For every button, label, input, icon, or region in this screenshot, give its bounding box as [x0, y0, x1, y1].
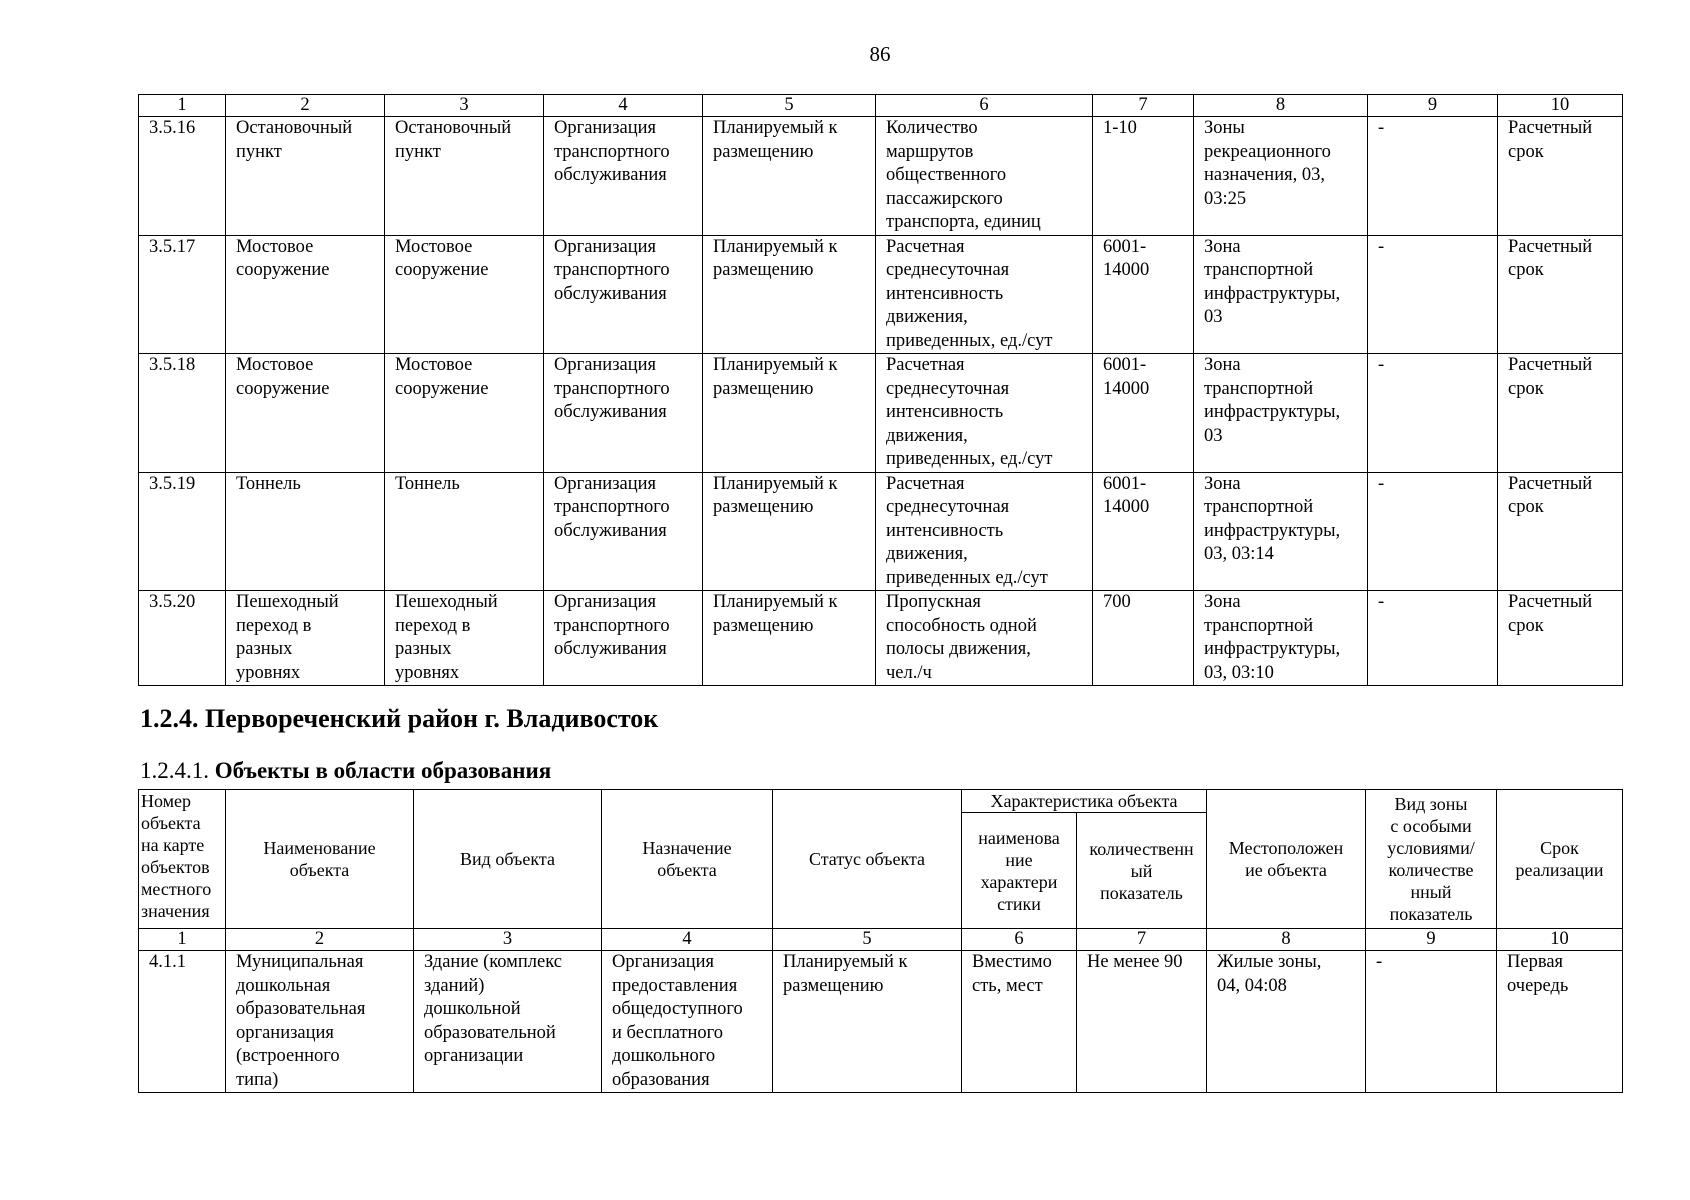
- quantitative-cell: 6001- 14000: [1093, 235, 1194, 354]
- deadline-cell: Первая очередь: [1497, 951, 1623, 1093]
- object-type-cell: Пешеходный переход в разных уровнях: [385, 591, 544, 686]
- header-status: Статус объекта: [773, 790, 962, 929]
- object-name-cell: Мостовое сооружение: [226, 354, 385, 473]
- characteristic-name-cell: Количество маршрутов общественного пассажирского транспорта, единиц: [876, 117, 1093, 236]
- object-status-cell: Планируемый к размещению: [703, 354, 876, 473]
- object-status-cell: Планируемый к размещению: [703, 591, 876, 686]
- objects-table-transport: [138, 94, 1623, 686]
- object-type-cell: Остановочный пункт: [385, 117, 544, 236]
- object-number-cell: 3.5.16: [139, 117, 226, 236]
- zone-cell: -: [1368, 117, 1498, 236]
- characteristic-name-cell: Вместимо сть, мест: [962, 951, 1077, 1093]
- object-purpose-cell: Организация транспортного обслуживания: [544, 235, 703, 354]
- characteristic-name-cell: Расчетная среднесуточная интенсивность движения, приведенных, ед./сут: [876, 235, 1093, 354]
- column-number: 3: [414, 929, 602, 951]
- object-name-cell: Мостовое сооружение: [226, 235, 385, 354]
- column-number: 4: [602, 929, 773, 951]
- object-status-cell: Планируемый к размещению: [703, 117, 876, 236]
- column-number: 2: [226, 95, 385, 117]
- table-row: [139, 235, 1623, 354]
- quantitative-cell: Не менее 90: [1077, 951, 1207, 1093]
- column-number: 6: [962, 929, 1077, 951]
- location-cell: Зоны рекреационного назначения, 03, 03:25: [1194, 117, 1368, 236]
- column-number-row: [139, 929, 1623, 951]
- header-row: [139, 790, 1623, 813]
- column-number: 2: [226, 929, 414, 951]
- object-purpose-cell: Организация транспортного обслуживания: [544, 472, 703, 591]
- header-characteristic-group: Характеристика объекта: [962, 790, 1207, 813]
- object-type-cell: Мостовое сооружение: [385, 235, 544, 354]
- object-name-cell: Тоннель: [226, 472, 385, 591]
- column-number: 7: [1077, 929, 1207, 951]
- object-purpose-cell: Организация транспортного обслуживания: [544, 117, 703, 236]
- table-row: [139, 591, 1623, 686]
- object-number-cell: 3.5.17: [139, 235, 226, 354]
- column-number: 8: [1194, 95, 1368, 117]
- quantitative-cell: 1-10: [1093, 117, 1194, 236]
- table-row: [139, 951, 1623, 1093]
- characteristic-name-cell: Расчетная среднесуточная интенсивность движения, приведенных ед./сут: [876, 472, 1093, 591]
- column-number: 1: [139, 929, 226, 951]
- location-cell: Жилые зоны, 04, 04:08: [1207, 951, 1366, 1093]
- location-cell: Зона транспортной инфраструктуры, 03: [1194, 235, 1368, 354]
- header-object-number: Номер объекта на карте объектов местного значения: [139, 790, 226, 929]
- column-number: 6: [876, 95, 1093, 117]
- zone-cell: -: [1368, 354, 1498, 473]
- object-number-cell: 4.1.1: [139, 951, 226, 1093]
- table-row: [139, 117, 1623, 236]
- column-number: 3: [385, 95, 544, 117]
- header-quantitative: количественн ый показатель: [1077, 813, 1207, 929]
- deadline-cell: Расчетный срок: [1498, 117, 1623, 236]
- object-purpose-cell: Организация транспортного обслуживания: [544, 591, 703, 686]
- object-name-cell: Остановочный пункт: [226, 117, 385, 236]
- object-type-cell: Тоннель: [385, 472, 544, 591]
- header-characteristic-name: наименова ние характери стики: [962, 813, 1077, 929]
- object-status-cell: Планируемый к размещению: [703, 472, 876, 591]
- header-deadline: Срок реализации: [1497, 790, 1623, 929]
- quantitative-cell: 6001- 14000: [1093, 472, 1194, 591]
- header-zone: Вид зоны с особыми условиями/ количестве нный показатель: [1366, 790, 1497, 929]
- subsection-title: Объекты в области образования: [214, 758, 552, 783]
- object-type-cell: Мостовое сооружение: [385, 354, 544, 473]
- column-number: 1: [139, 95, 226, 117]
- deadline-cell: Расчетный срок: [1498, 472, 1623, 591]
- quantitative-cell: 700: [1093, 591, 1194, 686]
- table-row: [139, 354, 1623, 473]
- objects-table-education: [138, 789, 1623, 1093]
- object-type-cell: Здание (комплекс зданий) дошкольной образовательной организации: [414, 951, 602, 1093]
- page-number: 86: [869, 42, 891, 66]
- characteristic-name-cell: Расчетная среднесуточная интенсивность движения, приведенных, ед./сут: [876, 354, 1093, 473]
- column-number: 9: [1368, 95, 1498, 117]
- column-number: 10: [1498, 95, 1623, 117]
- header-purpose: Назначение объекта: [602, 790, 773, 929]
- column-number: 8: [1207, 929, 1366, 951]
- subsection-heading: [140, 758, 551, 784]
- deadline-cell: Расчетный срок: [1498, 354, 1623, 473]
- object-purpose-cell: Организация транспортного обслуживания: [544, 354, 703, 473]
- object-status-cell: Планируемый к размещению: [703, 235, 876, 354]
- location-cell: Зона транспортной инфраструктуры, 03, 03:14: [1194, 472, 1368, 591]
- column-number: 4: [544, 95, 703, 117]
- zone-cell: -: [1368, 472, 1498, 591]
- object-number-cell: 3.5.20: [139, 591, 226, 686]
- zone-cell: -: [1368, 235, 1498, 354]
- object-name-cell: Муниципальная дошкольная образовательная организация (встроенного типа): [226, 951, 414, 1093]
- section-heading: 1.2.4. Первореченский район г. Владивосток: [140, 704, 659, 733]
- table-row: [139, 472, 1623, 591]
- header-name: Наименование объекта: [226, 790, 414, 929]
- column-number: 5: [703, 95, 876, 117]
- characteristic-name-cell: Пропускная способность одной полосы движения, чел./ч: [876, 591, 1093, 686]
- zone-cell: -: [1366, 951, 1497, 1093]
- zone-cell: -: [1368, 591, 1498, 686]
- header-type: Вид объекта: [414, 790, 602, 929]
- object-number-cell: 3.5.18: [139, 354, 226, 473]
- column-number-row: [139, 95, 1623, 117]
- subsection-number: 1.2.4.1.: [140, 758, 209, 783]
- quantitative-cell: 6001- 14000: [1093, 354, 1194, 473]
- object-number-cell: 3.5.19: [139, 472, 226, 591]
- header-location: Местоположен ие объекта: [1207, 790, 1366, 929]
- object-name-cell: Пешеходный переход в разных уровнях: [226, 591, 385, 686]
- location-cell: Зона транспортной инфраструктуры, 03: [1194, 354, 1368, 473]
- column-number: 7: [1093, 95, 1194, 117]
- object-status-cell: Планируемый к размещению: [773, 951, 962, 1093]
- deadline-cell: Расчетный срок: [1498, 235, 1623, 354]
- location-cell: Зона транспортной инфраструктуры, 03, 03:10: [1194, 591, 1368, 686]
- column-number: 9: [1366, 929, 1497, 951]
- column-number: 5: [773, 929, 962, 951]
- object-purpose-cell: Организация предоставления общедоступного и бесплатного дошкольного образования: [602, 951, 773, 1093]
- deadline-cell: Расчетный срок: [1498, 591, 1623, 686]
- column-number: 10: [1497, 929, 1623, 951]
